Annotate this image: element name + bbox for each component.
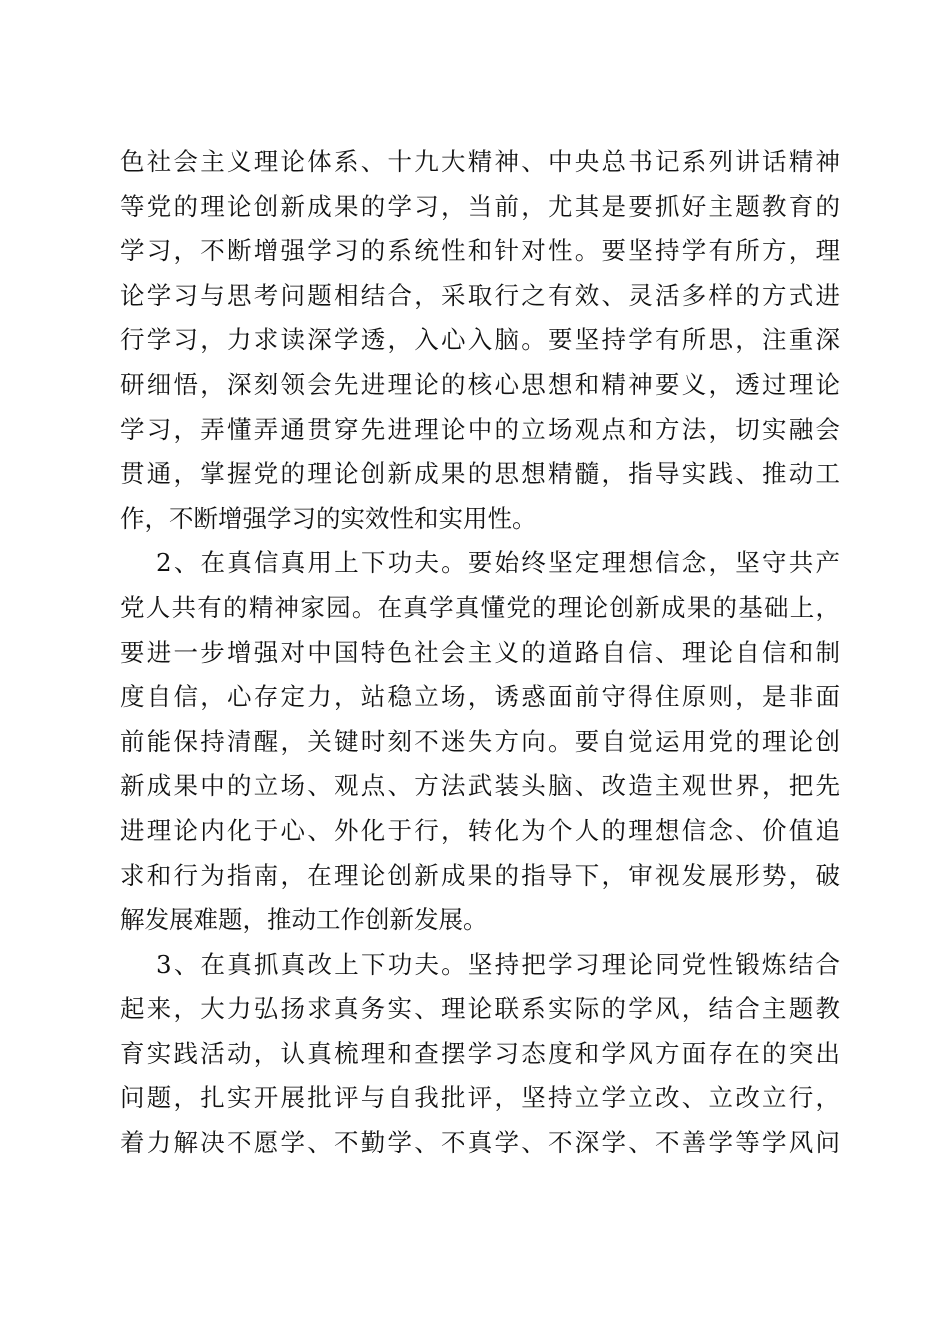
text-line: 论学习与思考问题相结合，采取行之有效、灵活多样的方式进 bbox=[120, 280, 840, 310]
text-line: 2、在真信真用上下功夫。要始终坚定理想信念，坚守共产 bbox=[156, 548, 840, 578]
text-line: 要进一步增强对中国特色社会主义的道路自信、理论自信和制 bbox=[120, 637, 840, 667]
text-line: 新成果中的立场、观点、方法武装头脑、改造主观世界，把先 bbox=[120, 771, 840, 801]
text-line: 研细悟，深刻领会先进理论的核心思想和精神要义，透过理论 bbox=[120, 369, 840, 399]
text-line: 等党的理论创新成果的学习，当前，尤其是要抓好主题教育的 bbox=[120, 191, 840, 221]
text-line: 贯通，掌握党的理论创新成果的思想精髓，指导实践、推动工 bbox=[120, 459, 840, 489]
text-line: 着力解决不愿学、不勤学、不真学、不深学、不善学等学风问 bbox=[120, 1128, 840, 1158]
body-text bbox=[120, 140, 840, 1166]
text-line: 问题，扎实开展批评与自我批评，坚持立学立改、立改立行， bbox=[120, 1083, 840, 1113]
text-line: 起来，大力弘扬求真务实、理论联系实际的学风，结合主题教 bbox=[120, 994, 840, 1024]
text-line: 色社会主义理论体系、十九大精神、中央总书记系列讲话精神 bbox=[120, 147, 840, 176]
text-line: 育实践活动，认真梳理和查摆学习态度和学风方面存在的突出 bbox=[120, 1038, 840, 1068]
text-line: 3、在真抓真改上下功夫。坚持把学习理论同党性锻炼结合 bbox=[156, 949, 840, 979]
text-line: 度自信，心存定力，站稳立场，诱惑面前守得住原则，是非面 bbox=[120, 682, 840, 712]
text-line: 学习，不断增强学习的系统性和针对性。要坚持学有所方，理 bbox=[120, 236, 840, 266]
text-line: 前能保持清醒，关键时刻不迷失方向。要自觉运用党的理论创 bbox=[120, 726, 840, 756]
text-line: 解发展难题，推动工作创新发展。 bbox=[120, 905, 488, 935]
text-line: 党人共有的精神家园。在真学真懂党的理论创新成果的基础上， bbox=[120, 592, 840, 622]
text-line: 行学习，力求读深学透，入心入脑。要坚持学有所思，注重深 bbox=[120, 325, 840, 355]
text-line: 求和行为指南，在理论创新成果的指导下，审视发展形势，破 bbox=[120, 860, 840, 890]
text-line: 作，不断增强学习的实效性和实用性。 bbox=[120, 503, 537, 533]
text-line: 学习，弄懂弄通贯穿先进理论中的立场观点和方法，切实融会 bbox=[120, 414, 840, 444]
text-line: 进理论内化于心、外化于行，转化为个人的理想信念、价值追 bbox=[120, 815, 840, 845]
